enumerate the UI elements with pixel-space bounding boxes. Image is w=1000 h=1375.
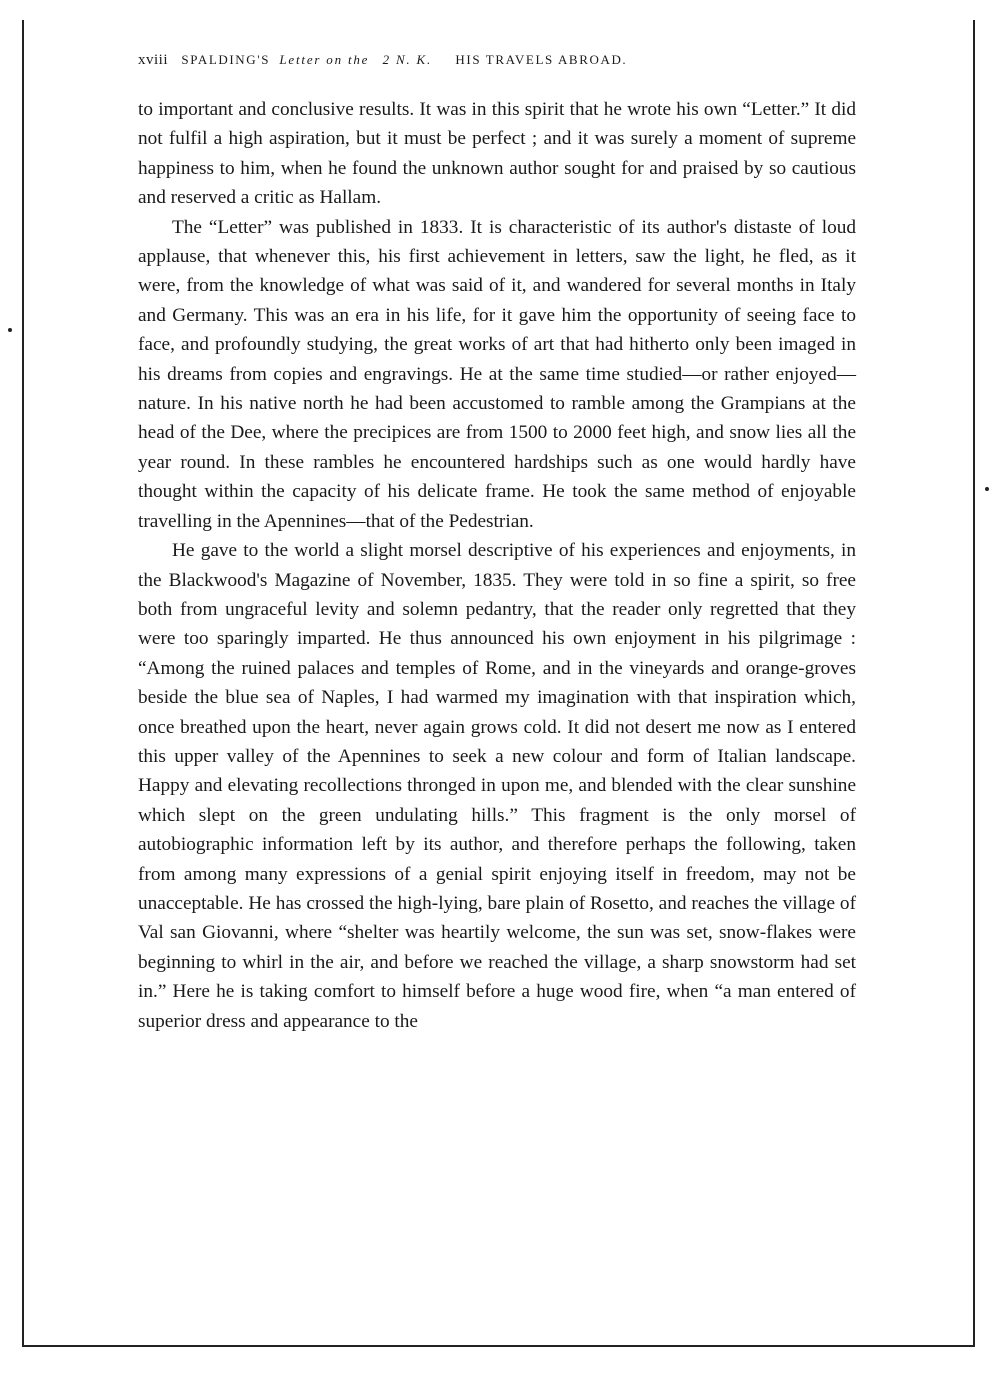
margin-mark — [8, 328, 12, 332]
paragraph: to important and conclusive results. It was in this spirit that he wrote his own “Letter.” It did not fulfil a high aspiration, but it must be perfect ; and it was surely a moment of supreme happiness to him, when he found the unknown author sought for and praised by so cautious and reserved a critic as Hallam. — [138, 99, 856, 209]
paragraph: He gave to the world a slight morsel descriptive of his experiences and enjoyments, in the Blackwood's Magazine of November, 1835. They were told in so fine a spirit, so free both from ungraceful levity and solemn pedantry, that the reader only regretted that they were too sparingly imparted. He thus announced his own enjoyment in his pilgrimage : “Among the ruined palaces and temples of Rome, and in the vineyards and orange-groves beside the blue sea of Naples, I had warmed my imagination with that inspiration which, once breathed upon the heart, never again grows cold. It did not desert me now as I entered this upper valley of the Apennines to seek a new colour and form of Italian landscape. Happy and elevating recollections thronged in upon me, and blended with the clear sunshine which slept on the green undulating hills.” This fragment is the only morsel of autobiographic information left by its author, and therefore perhaps the following, taken from among many expressions of a genial spirit enjoying itself in freedom, may not be unacceptable. He has crossed the high-lying, bare plain of Rosetto, and reaches the village of Val san Giovanni, where “shelter was heartily welcome, the sun was set, snow-flakes were beginning to whirl in the air, and before we reached the village, a sharp snowstorm had set in.” Here he is taking comfort to himself before a huge wood fire, when “a man entered of superior dress and appearance to the — [138, 540, 856, 1032]
running-head-abbrev: 2 N. K. — [382, 52, 433, 67]
page-number: xviii — [138, 52, 169, 68]
margin-mark — [985, 487, 989, 491]
running-head-author: SPALDING'S — [181, 52, 271, 67]
paragraph: The “Letter” was published in 1833. It is characteristic of its author's distaste of loud applause, that whenever this, his first achievement in letters, saw the light, he fled, as it were, from the knowledge of what was said of it, and wandered for several months in Italy and Germany. This was an era in his life, for it gave him the opportunity of seeing face to face, and profoundly studying, the great works of art that had hitherto only been imaged in his dreams from copies and engravings. He at the same time studied—or rather enjoyed—nature. In his native north he had been accustomed to ramble among the Grampians at the head of the Dee, where the precipices are from 1500 to 2000 feet high, and snow lies all the year round. In these rambles he encountered hardships such as one would hardly have thought within the capacity of his delicate frame. He took the same method of enjoyable travelling in the Apennines—that of the Pedestrian. — [138, 216, 856, 532]
running-head — [138, 52, 858, 69]
running-head-section: HIS TRAVELS ABROAD. — [455, 52, 628, 67]
running-head-title: Letter on the — [279, 52, 370, 67]
body-text — [138, 95, 856, 1036]
